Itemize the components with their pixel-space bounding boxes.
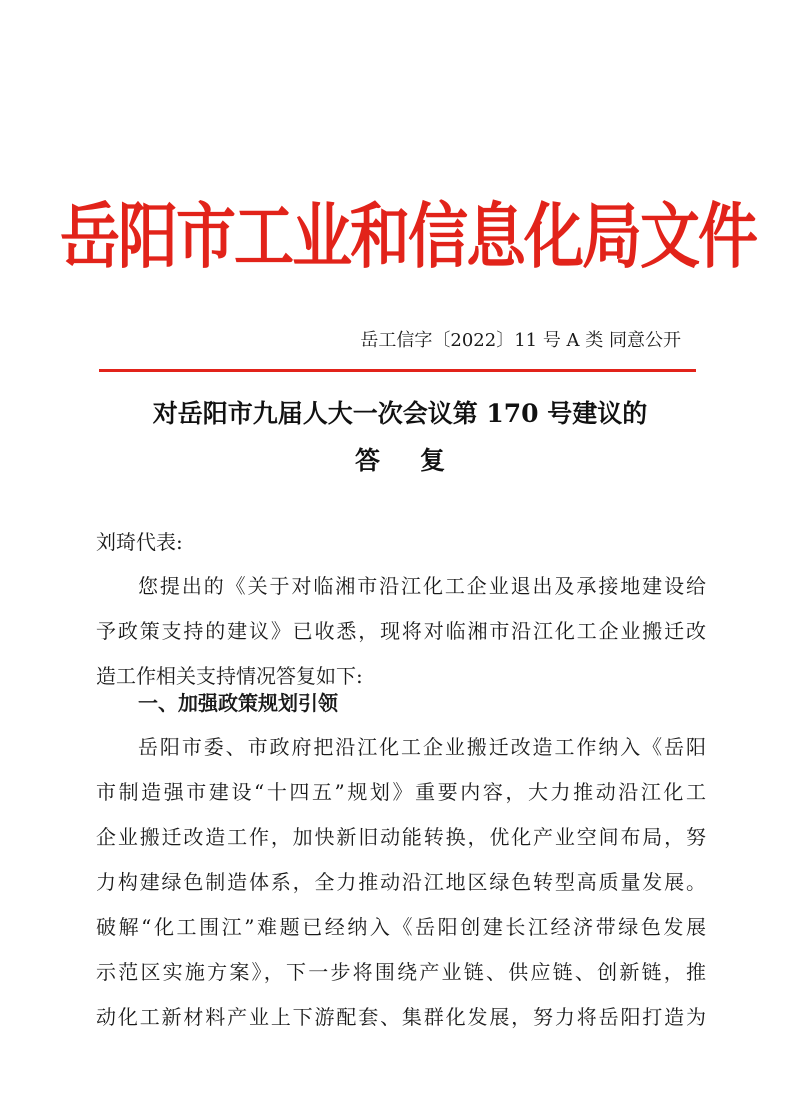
paragraph-2 (96, 732, 706, 1047)
red-divider-line (99, 369, 696, 372)
document-masthead: 岳阳市工业和信息化局文件 (60, 196, 756, 279)
document-title-line-2: 答复 (354, 446, 485, 475)
document-title-line-1: 对岳阳市九届人大一次会议第 170 号建议的 (152, 399, 648, 428)
paragraph-1 (96, 571, 706, 706)
paragraph-2-line: 岳阳市委、市政府把沿江化工企业搬迁改造工作纳入《岳阳 (138, 735, 706, 759)
paragraph-1-line: 予政策支持的建议》已收悉，现将对临湘市沿江化工企业搬迁改 (96, 619, 706, 643)
paragraph-2-line: 破解“化工围江”难题已经纳入《岳阳创建长江经济带绿色发展 (96, 915, 706, 939)
section-1-heading: 一、加强政策规划引领 (138, 691, 338, 715)
paragraph-2-line: 动化工新材料产业上下游配套、集群化发展，努力将岳阳打造为 (96, 1005, 706, 1029)
paragraph-2-line: 示范区实施方案》，下一步将围绕产业链、供应链、创新链，推 (96, 960, 706, 984)
paragraph-1-line: 造工作相关支持情况答复如下: (96, 664, 363, 688)
paragraph-1-line: 您提出的《关于对临湘市沿江化工企业退出及承接地建设给 (138, 574, 706, 598)
document-number: 岳工信字〔2022〕11 号 A 类 同意公开 (360, 330, 681, 351)
salutation: 刘琦代表: (96, 530, 183, 554)
paragraph-2-line: 企业搬迁改造工作，加快新旧动能转换，优化产业空间布局，努 (96, 825, 706, 849)
paragraph-2-line: 市制造强市建设“十四五”规划》重要内容，大力推动沿江化工 (96, 780, 706, 804)
paragraph-2-line: 力构建绿色制造体系，全力推动沿江地区绿色转型高质量发展。 (96, 870, 706, 894)
